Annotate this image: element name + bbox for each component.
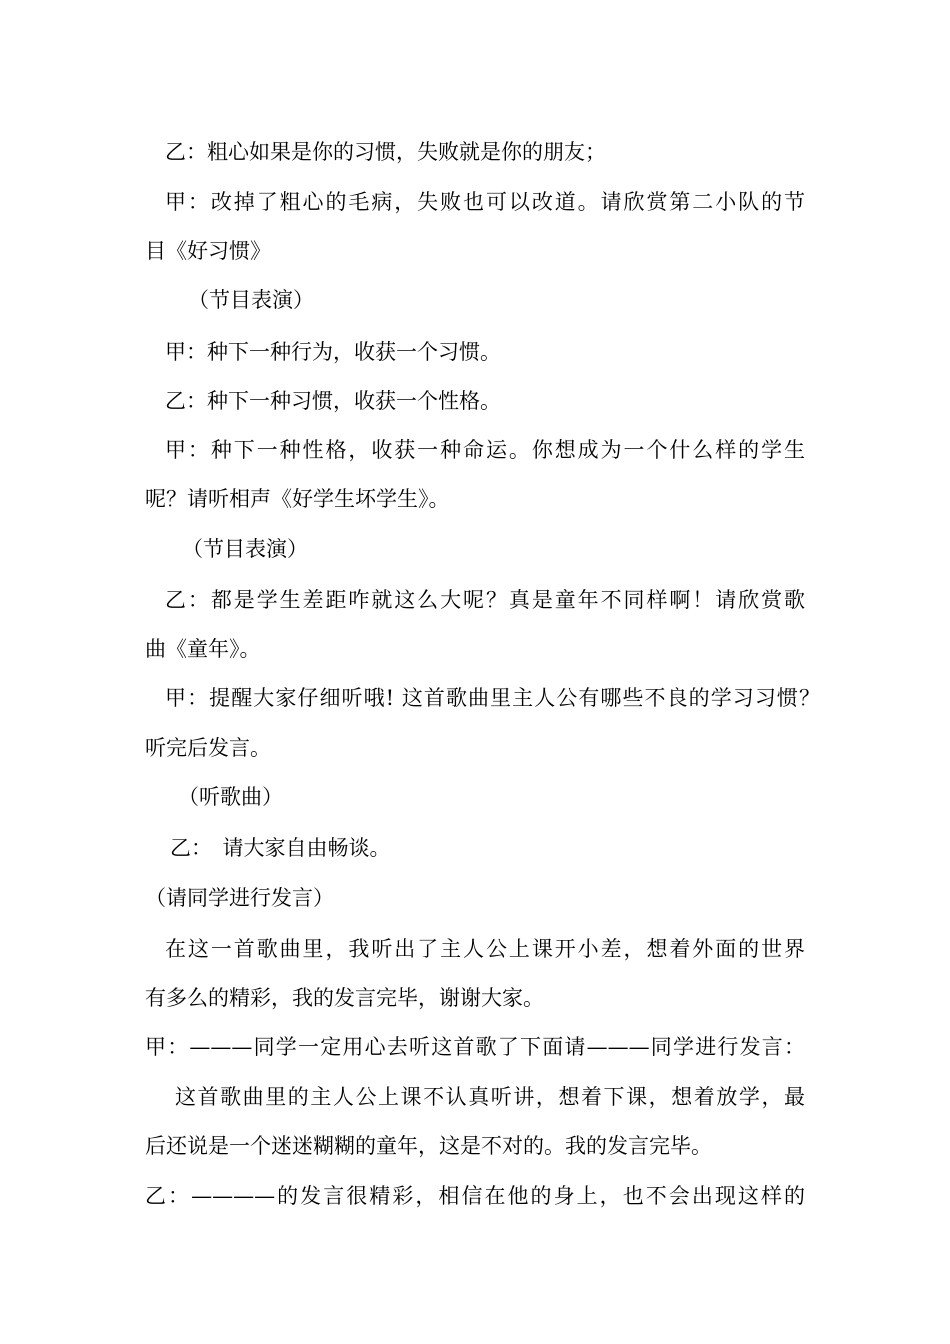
- text-line: 这首歌曲里的主人公上课不认真听讲，想着下课，想着放学，最: [175, 1085, 805, 1109]
- text-line: 听完后发言。: [145, 736, 271, 760]
- text-line: 甲：种下一种行为，收获一个习惯。: [165, 340, 501, 364]
- text-line: 曲《童年》。: [145, 637, 261, 661]
- text-line: 乙：————的发言很精彩，相信在他的身上，也不会出现这样的: [145, 1184, 805, 1208]
- text-line: 呢？请听相声《好学生坏学生》。: [145, 487, 450, 511]
- text-line: （听歌曲）: [178, 785, 283, 809]
- text-line: 甲：种下一种性格，收获一种命运。你想成为一个什么样的学生: [165, 438, 805, 462]
- text-line: （请同学进行发言）: [145, 886, 334, 910]
- text-line: 目《好习惯》: [145, 239, 271, 263]
- text-line: 乙：都是学生差距咋就这么大呢？真是童年不同样啊！请欣赏歌: [165, 588, 805, 612]
- text-line: 甲：提醒大家仔细听哦! 这首歌曲里主人公有哪些不良的学习习惯？: [165, 686, 820, 710]
- text-line: 乙：粗心如果是你的习惯，失败就是你的朋友；: [165, 140, 606, 164]
- text-line: 有多么的精彩，我的发言完毕，谢谢大家。: [145, 986, 544, 1010]
- text-line: 乙： 请大家自由畅谈。: [170, 836, 391, 860]
- text-line: 甲：———同学一定用心去听这首歌了下面请———同学进行发言：: [145, 1035, 805, 1059]
- text-line: 后还说是一个迷迷糊糊的童年，这是不对的。我的发言完毕。: [145, 1134, 712, 1158]
- text-line: 甲：改掉了粗心的毛病，失败也可以改道。请欣赏第二小队的节: [165, 190, 805, 214]
- text-line: 在这一首歌曲里，我听出了主人公上课开小差，想着外面的世界: [165, 937, 805, 961]
- text-line: 乙：种下一种习惯，收获一个性格。: [165, 389, 501, 413]
- text-line: （节目表演）: [188, 288, 314, 312]
- text-line: （节目表演）: [182, 537, 308, 561]
